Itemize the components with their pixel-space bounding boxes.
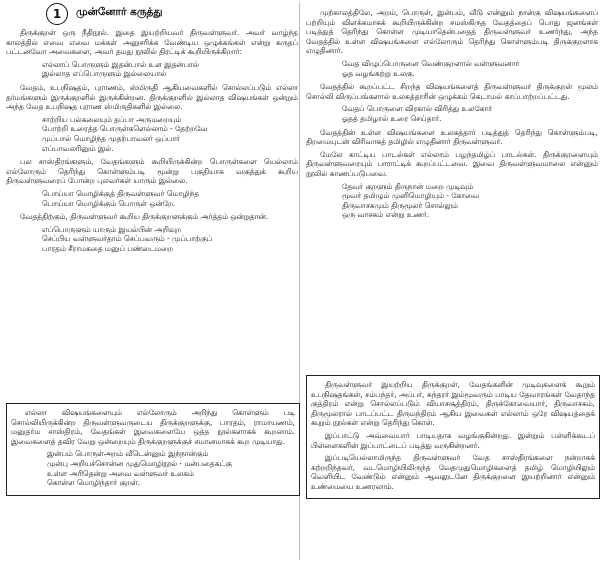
verse bbox=[42, 189, 298, 208]
verse-line: முன்பு அறியச்சொன்ன முதுமொழிநூல் - மன்பதைகட்கு bbox=[47, 458, 232, 468]
verse-line: வேத விழுப்பொருளை வெண்குறளால் வள்ளுவனார் bbox=[342, 58, 520, 68]
verse-line: உள்ள அரிதென்று அவை வள்ளுவர் உலகம் bbox=[47, 468, 194, 478]
verse-line: எப்பாவலரினும் இல். bbox=[42, 143, 114, 153]
verse-line: இன்பம் பொருள்அறம் வீடென்னும் இந்நான்கும் bbox=[47, 449, 209, 459]
verse-line: எப்பொருளும் யாரும் இயல்பின் அறிவுற bbox=[42, 224, 181, 234]
verse-line: செப்பிய வள்ளுவர்தாம் செப்பவரும் - முப்பாற்குப் bbox=[42, 234, 213, 244]
verse-line: ஓத வழங்கற்று உலகு. bbox=[342, 68, 415, 78]
paragraph: வேதம், உபநிஷதம், புராணம், ஸ்மிருதி ஆகியவைகளில் சொல்லப்படும் எல்லா தர்மங்களும் இருக்குறளில் இருக்கின்றன. திருக்குறளில் இல்லாத விஷயங்கள் ஒன்றும் அந்த வேத உபநிஷத புராண ஸ்மிருதிகளில் இல்லை. bbox=[6, 82, 298, 112]
paragraph: வேதத்திற்கும், திருவள்ளுவர் கூறிய திருக்குறளுக்கும் அர்த்தம் ஒன்றுதான். bbox=[20, 212, 269, 222]
verse-line: போற்றி உரைத்த பொருள்களெல்லாம் - தேற்றவே bbox=[42, 124, 208, 134]
paragraph: எல்லா விஷயங்களையும் எல்லோரும் அறிந்து கொள்ளும் படி சொல்லியிருக்கின்ற திருவள்ளுவருடைய திருக்குறளுக்கு, பாரதம், ராமாயணம், மனுதர்ம சாஸ்திரம், வேதங்கள் இவைகளையே ஒத்த நூல்களாகக் கூறலாம். இவைகளைத் தவிர வேறு ஒன்றையும் திருக்குறளுக்குச் சமானமாகக் கூற முடியாது. bbox=[11, 408, 295, 446]
paragraph: திருக்குறள் ஒரு நீதிநூல். இதை இயற்றியவர் திருவள்ளுவர். அவர் வாழ்ந்த காலத்தில் எவை எவை மக்கள் அனுசரிக்க வேண்டிய ஒழுக்கங்கள் என்று கருதப் பட்டனவோ அவைகளை, அவர் தமது நூலில் திரட்டிக் கூறியிருக்கிறார்: bbox=[6, 28, 298, 57]
paragraph: பல சாஸ்திரங்களும், வேதங்களும் கூறியிருக்கின்ற பொருள்களை யெல்லாம் எல்லோரும் தெரிந்து கொள்ளும்படி மூன்று பகுதியாக வகுத்துக் கூறிய திருவள்ளுவரைப் போன்ற புலவர்கள் யாரும் இல்லை. bbox=[6, 157, 298, 186]
verse bbox=[42, 115, 298, 153]
verse bbox=[42, 225, 298, 254]
verse-line: எல்லாப் பொருளும் இதன்பால் உள இதன்பால் bbox=[42, 59, 199, 69]
verse bbox=[42, 60, 298, 79]
verse-line: பொய்யா மொழிக்குத் திருவள்ளுவர் மொழிந்த bbox=[42, 188, 200, 198]
summary-box-left bbox=[6, 403, 300, 496]
verse bbox=[342, 104, 598, 123]
summary-box-right bbox=[306, 375, 600, 499]
verse-line: இல்லாத எப்பொருளும் இல்லையால் bbox=[42, 69, 167, 79]
verse-line: ஓதத் தமிழால் உரை செய்தார். bbox=[342, 113, 442, 123]
verse bbox=[342, 59, 598, 78]
chapter-title: முன்னோர் கருத்து bbox=[76, 6, 163, 18]
verse-line: தேவர் குறளும் திருநான் மறை முடிவும் bbox=[342, 181, 474, 191]
verse-line: ஒரு வாசகம் என்று உணர். bbox=[342, 210, 430, 220]
verse-line: கொள்ள மொழிந்தார் குறள். bbox=[47, 478, 141, 488]
verse-line: முப்பால் மொழிந்த முதற்பாவலர் ஒப்பார் bbox=[42, 133, 181, 143]
paragraph: வேதத்தின் உள்ள விஷயங்களை உலகத்தார் படித்துத் தெரிந்து கொள்ளும்படி, திறமையுடன் விரிவாகத் தமிழில் எழுதினார் திருவள்ளுவர். bbox=[306, 127, 598, 147]
verse-line: பாரதம் சீராமகதை மனுப் பண்டைமறை bbox=[42, 243, 174, 253]
paragraph: மேலே காட்டிய பாடல்கள் எல்லாம் பழந்தமிழ்ப் பாடல்கள். திருக்குறளையும் திருவள்ளுவரையும் பாராட்டிக் கூறப்பட்டவை. இவை திருவள்ளுவமாலை என்னும் நூலில் காணப்படுபவை. bbox=[306, 149, 598, 178]
verse bbox=[47, 449, 295, 487]
verse-line: மூவர் தமிழும் முனிமொழியும் - கோவை bbox=[342, 191, 480, 201]
chapter-number: 1 bbox=[46, 3, 68, 25]
verse-line: சாற்றிய பல்கலையும் தப்பா அருமறையும் bbox=[42, 114, 182, 124]
paragraph: முற்காலத்திலே, அறம், பொருள், இன்பம், வீடு என்னும் நான்கு விஷயங்களைப் பற்றியும் விளக்கமாகக் கூறியிருக்கின்ற சமஸ்கிருத வேதத்தைப் பொது ஜனங்கள் படித்துத் தெரிந்து கொள்ள முடியாதென்பதைத் திருவள்ளுவர் உணர்ந்து, அந்த வேதத்தில் உள்ள விஷயங்களை எல்லோரும் தெரிந்து கொள்ளும்படி திருக்குறளாக எழுதினார். bbox=[306, 8, 598, 56]
verse bbox=[342, 182, 598, 220]
paragraph: திருவள்ளுவர் இயற்றிய திருக்குறள், வேதங்களின் முடிவுகளைக் கூறும் உபநிஷதங்கள், சம்பந்தர், அப்பர், சுந்தரர் இம்மூவரும் பாடிய தேவாரங்கள் வேதாந்த குத்திரம் என்று சொல்லப்படும் வியாசசூத்திரம், திருக்கோவையார், திருவாசகம், திருமூலரால் பாடப்பட்ட திருமந்திரம் ஆகிய இவைகள் எல்லாம் ஒரே விஷயத்தைக் கூறும் நூல்கள் என்று தெரிந்து கொள். bbox=[311, 380, 595, 428]
paragraph: இப்பாட்டு அவ்வையார் பாடியதாக வழங்குகின்றது. இன்றும் பள்ளிக்கூடப் பிள்ளைகளின் இப்பாட்டைப் படித்து வருகின்றனர். bbox=[311, 430, 595, 450]
verse-line: திருவாசகமும் திருமூலர் சொல்லும் bbox=[342, 200, 458, 210]
paragraph: இப்படியெல்லாமிருந்த திருவள்ளுவர் வேத சாஸ்திரங்களை நன்றாகக் கற்றறிந்தவர், வடமொழியிலிருந்த வேதமுதுமொழிகளைத் தமிழ் மொழியிலும் வெளியிட வேண்டும் என்னும் ஆவலுடனே திருக்குறளை இயற்றினார் என்னும் உண்மையை உணரலாம். bbox=[311, 453, 595, 491]
paragraph: வேதத்தில் கூறப்பட்ட சிறந்த விஷயங்களைத் திருவள்ளுவர் திருக்குறள் மூலம் சொல்லி விருப்பங்களால் உலகத்தாரின் ஒழுக்கம் கெடாமல் காப்பாற்றப்பட்டது. bbox=[306, 82, 598, 101]
right-column bbox=[306, 8, 598, 224]
verse-line: பொய்யா மொழிக்கும் பொருள் ஒன்றே. bbox=[42, 198, 176, 208]
left-column bbox=[6, 28, 298, 257]
verse-line: வேதப் பொருளை விரகால் விரித்து உலகோர் bbox=[342, 104, 493, 114]
